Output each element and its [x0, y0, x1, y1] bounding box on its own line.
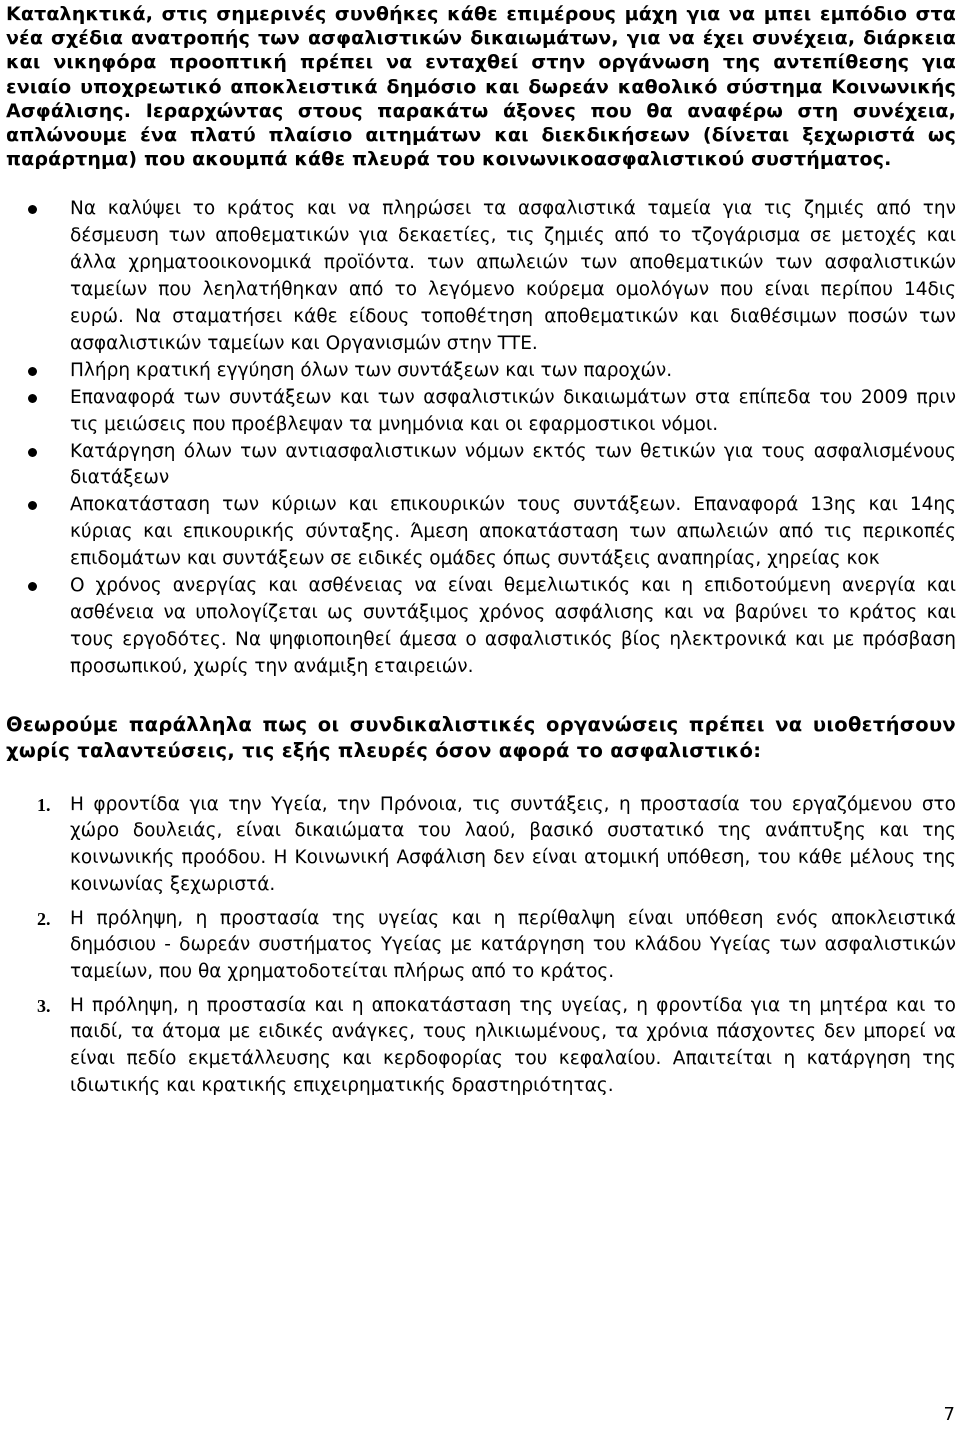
bullet-text: Ο χρόνος ανεργίας και ασθένειας να είναι θεμελιωτικός και η επιδοτούμενη ανεργία και ασθένεια να υπολογίζεται ως συντάξιμος χρόνος ασφάλισης και να βαρύνει το κράτος και τους εργοδότες. Να ψηφιοποιηθεί άμεσα ο ασφαλιστικός βίος ηλεκτρονικά και με πρόσβαση προσωπικού, χωρίς την ανάμιξη εταιρειών.: [70, 575, 956, 677]
item-number: 2.: [37, 908, 51, 929]
numbered-item-text: Η πρόληψη, η προστασία και η αποκατάσταση της υγείας, η φροντίδα για τη μητέρα και το παιδί, τα άτομα με ειδικές ανάγκες, τους ηλικιωμένους, τα χρόνια πάσχοντες δεν μπορεί να είναι πεδίο εκμετάλλευσης και κερδοφορίας του κεφαλαίου. Απαιτείται η κατάργηση της ιδιωτικής και κρατικής επιχειρηματικής δραστηριότητας.: [70, 994, 956, 1096]
bullet-icon: [28, 501, 37, 510]
bullet-text: Επαναφορά των συντάξεων και των ασφαλιστικών δικαιωμάτων στα επίπεδα του 2009 πριν τις μειώσεις που προέβλεψαν τα μνημόνια και οι εφαρμοστικοι νόμοι.: [70, 386, 956, 435]
bullet-item: [6, 196, 956, 357]
bullet-text: Αποκατάσταση των κύριων και επικουρικών τους συντάξεων. Επαναφορά 13ης και 14ης κύριας και επικουρικής σύνταξης. Άμεση αποκατάσταση των απωλειών από τις περικοπές επιδομάτων και συντάξεων σε ειδικές ομάδες όπως συντάξεις αναπηρίας, χηρείας κοκ: [70, 494, 956, 570]
page-number: 7: [943, 1404, 955, 1425]
intro-paragraph: Καταληκτικά, στις σημερινές συνθήκες κάθε επιμέρους μάχη για να μπει εμπόδιο στα νέα σχέδια ανατροπής των ασφαλιστικών δικαιωμάτων, για να έχει συνέχεια, διάρκεια και νικηφόρα προοπτική πρέπει να ενταχθεί στην οργάνωση της αντεπίθεσης για ενιαίο υποχρεωτικό αποκλειστικά δημόσιο και δωρεάν καθολικό σύστημα Κοινωνικής Ασφάλισης. Ιεραρχώντας στους παρακάτω άξονες που θα αναφέρω στη συνέχεια, απλώνουμε ένα πλατύ πλαίσιο αιτημάτων και διεκδικήσεων (δίνεται ξεχωριστά ως παράρτημα) που ακουμπά κάθε πλευρά του κοινωνικοασφαλιστικού συστήματος.: [6, 3, 956, 171]
bullet-item: [6, 573, 956, 681]
item-number: 1.: [37, 794, 51, 815]
document-page: [6, 0, 956, 1106]
section-heading: Θεωρούμε παράλληλα πως οι συνδικαλιστικές οργανώσεις πρέπει να υιοθετήσουν χωρίς ταλαντεύσεις, τις εξής πλευρές όσον αφορά το ασφαλιστικό:: [6, 712, 956, 763]
bullet-text: Να καλύψει το κράτος και να πληρώσει τα ασφαλιστικά ταμεία για τις ζημιές από την δέσμευση των αποθεματικών για δεκαετίες, τις ζημιές από το τζογάρισμα σε μετοχές και άλλα χρηματοοικονομικά προϊόντα. των απωλειών των αποθεματικών των ασφαλιστικών ταμείων που λεηλατήθηκαν από το λεγόμενο κούρεμα ομολόγων που είναι περίπου 14δις ευρώ. Να σταματήσει κάθε είδους τοποθέτηση αποθεματικών και διαθέσιμων ποσών των ασφαλιστικών ταμείων και Οργανισμών στην ΤΤΕ.: [70, 198, 956, 354]
numbered-item: [6, 993, 956, 1100]
bullet-icon: [28, 367, 37, 376]
numbered-item-text: Η πρόληψη, η προστασία της υγείας και η περίθαλψη είναι υπόθεση ενός αποκλειστικά δημόσιου - δωρεάν συστήματος Υγείας με κατάργηση του κλάδου Υγείας των ασφαλιστικών ταμείων, που θα χρηματοδοτείται πλήρως από το κράτος.: [70, 907, 956, 982]
positions-numbered-list: [6, 792, 956, 1100]
numbered-item: [6, 792, 956, 899]
demands-bullet-list: [6, 196, 956, 680]
numbered-item-text: Η φροντίδα για την Υγεία, την Πρόνοια, τις συντάξεις, η προστασία του εργαζόμενου στο χώρο δουλειάς, είναι δικαιώματα του λαού, βασικό συστατικό της ανάπτυξης και της κοινωνικής προόδου. Η Κοινωνική Ασφάλιση δεν είναι ατομική υπόθεση, του κάθε μέλους της κοινωνίας ξεχωριστά.: [70, 793, 956, 895]
bullet-item: [6, 439, 956, 493]
bullet-text: Πλήρη κρατική εγγύηση όλων των συντάξεων και των παροχών.: [70, 359, 673, 381]
bullet-icon: [28, 448, 37, 457]
item-number: 3.: [37, 995, 51, 1016]
bullet-item: [6, 385, 956, 439]
bullet-text: Κατάργηση όλων των αντιασφαλιστικων νόμων εκτός των θετικών για τους ασφαλισμένους διατάξεων: [70, 440, 956, 489]
bullet-icon: [28, 582, 37, 591]
bullet-icon: [28, 205, 37, 214]
bullet-item: [6, 358, 956, 385]
numbered-item: [6, 906, 956, 986]
bullet-icon: [28, 394, 37, 403]
bullet-item: [6, 492, 956, 573]
